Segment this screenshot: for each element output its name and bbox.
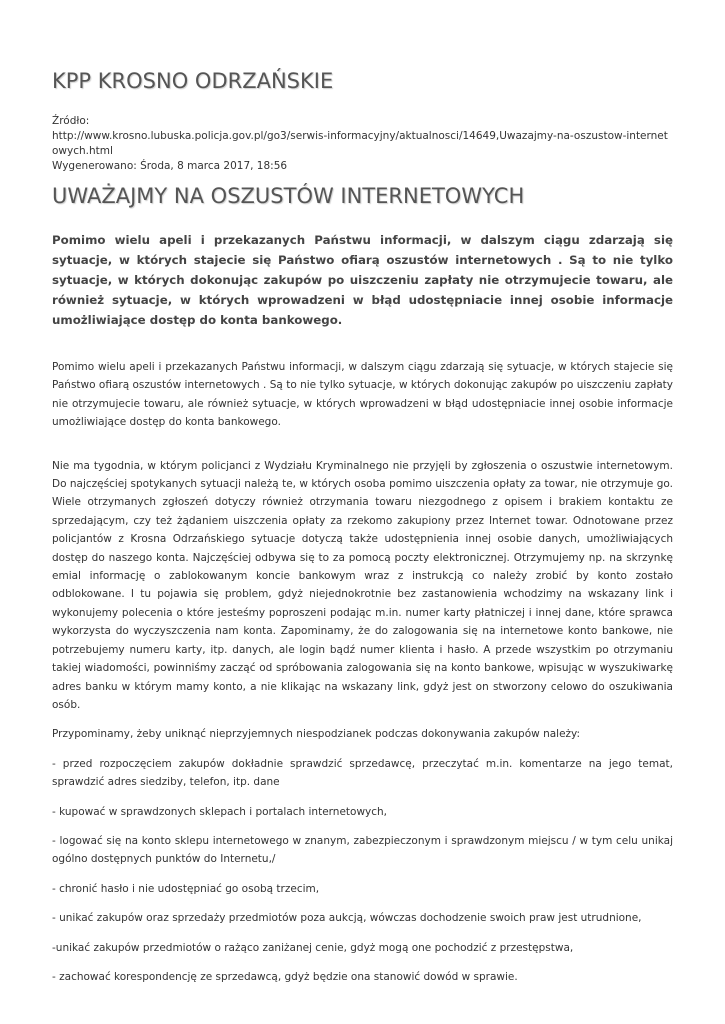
article-body (52, 358, 673, 997)
article-lead: Pomimo wielu apeli i przekazanych Państwu informacji, w dalszym ciągu zdarzają się sytuacje, w których stajecie się Państwo ofiarą oszustów internetowych . Są to nie tylko sytuacje, w których dokonując zakupów po uiszczeniu zapłaty nie otrzymujecie towaru, ale również sytuacje, w których wprowadzeni w błąd udostępniacie innej osobie informacje umożliwiające dostęp do konta bankowego. (52, 233, 673, 327)
paragraph: Przypominamy, żeby uniknąć nieprzyjemnych niespodzianek podczas dokonywania zakupów należy: (52, 728, 581, 741)
list-item: - chronić hasło i nie udostępniać go osobą trzecim, (52, 882, 320, 895)
source-url: http://www.krosno.lubuska.policja.gov.pl/go3/serwis-informacyjny/aktualnosci/14649,Uwazajmy-na-oszustow-internetowych.html (52, 130, 668, 157)
article-title: UWAŻAJMY NA OSZUSTÓW INTERNETOWYCH (52, 184, 525, 208)
source-label: Źródło: (52, 115, 90, 127)
list-item: - unikać zakupów oraz sprzedaży przedmiotów poza aukcją, wówczas dochodzenie swoich praw jest utrudnione, (52, 912, 642, 925)
paragraph: Pomimo wielu apeli i przekazanych Państwu informacji, w dalszym ciągu zdarzają się sytuacje, w których stajecie się Państwo ofiarą oszustów internetowych . Są to nie tylko sytuacje, w których dokonując zakupów po uiszczeniu zapłaty nie otrzymujecie towaru, ale również sytuacje, w których wprowadzeni w błąd udostępniacie innej osobie informacje umożliwiające dostęp do konta bankowego. (52, 361, 673, 429)
site-title: KPP KROSNO ODRZAŃSKIE (52, 69, 334, 93)
list-item: - logować się na konto sklepu internetowego w znanym, zabezpieczonym i sprawdzonym miejscu / w tym celu unikaj ogólno dostępnych punktów do Internetu,/ (52, 834, 673, 866)
list-item: - zachować korespondencję ze sprzedawcą, gdyż będzie ona stanowić dowód w sprawie. (52, 970, 518, 983)
generated-date: Wygenerowano: Środa, 8 marca 2017, 18:56 (52, 160, 288, 172)
list-item: - kupować w sprawdzonych sklepach i portalach internetowych, (52, 805, 388, 818)
document-meta (52, 114, 673, 174)
paragraph: Nie ma tygodnia, w którym policjanci z Wydziału Kryminalnego nie przyjęli by zgłoszenia o oszustwie internetowym. Do najczęściej spotykanych sytuacji należą te, w których osoba pomimo uiszczenia opłaty za towar, nie otrzymuje go. Wiele otrzymanych zgłoszeń dotyczy również otrzymania towaru niezgodnego z opisem i brakiem kontaktu ze sprzedającym, czy też żądaniem uiszczenia opłaty za rzekomo zakupiony przez Internet towar. Odnotowane przez policjantów z Krosna Odrzańskiego sytuacje dotyczą także udostępnienia innej osobie danych, umożliwiających dostęp do naszego konta. Najczęściej odbywa się to za pomocą poczty elektronicznej. Otrzymujemy np. na skrzynkę emial informację o zablokowanym koncie bankowym wraz z instrukcją co należy zrobić by konto zostało odblokowane. I tu pojawia się problem, gdyż niejednokrotnie bez zastanowienia wchodzimy na wskazany link i wykonujemy polecenia o które jesteśmy poproszeni podając m.in. numer karty płatniczej i innej dane, które sprawca wykorzysta do wyczyszczenia nam konta. Zapominamy, że do zalogowania się na internetowe konto bankowe, nie potrzebujemy numeru karty, itp. danych, ale login bądź numer klienta i hasło. A przede wszystkim po otrzymaniu takiej wiadomości, powinniśmy zacząć od spróbowania zalogowania się na konto bankowe, wpisując w wyszukiwarkę adres banku w którym mamy konto, a nie klikając na wskazany link, gdyż jest on stworzony celowo do oszukiwania osób. (52, 459, 673, 711)
list-item: -unikać zakupów przedmiotów o rażąco zaniżanej cenie, gdyż mogą one pochodzić z przestępstwa, (52, 941, 574, 954)
list-item: - przed rozpoczęciem zakupów dokładnie sprawdzić sprzedawcę, przeczytać m.in. komentarze na jego temat, sprawdzić adres siedziby, telefon, itp. dane (52, 757, 673, 789)
